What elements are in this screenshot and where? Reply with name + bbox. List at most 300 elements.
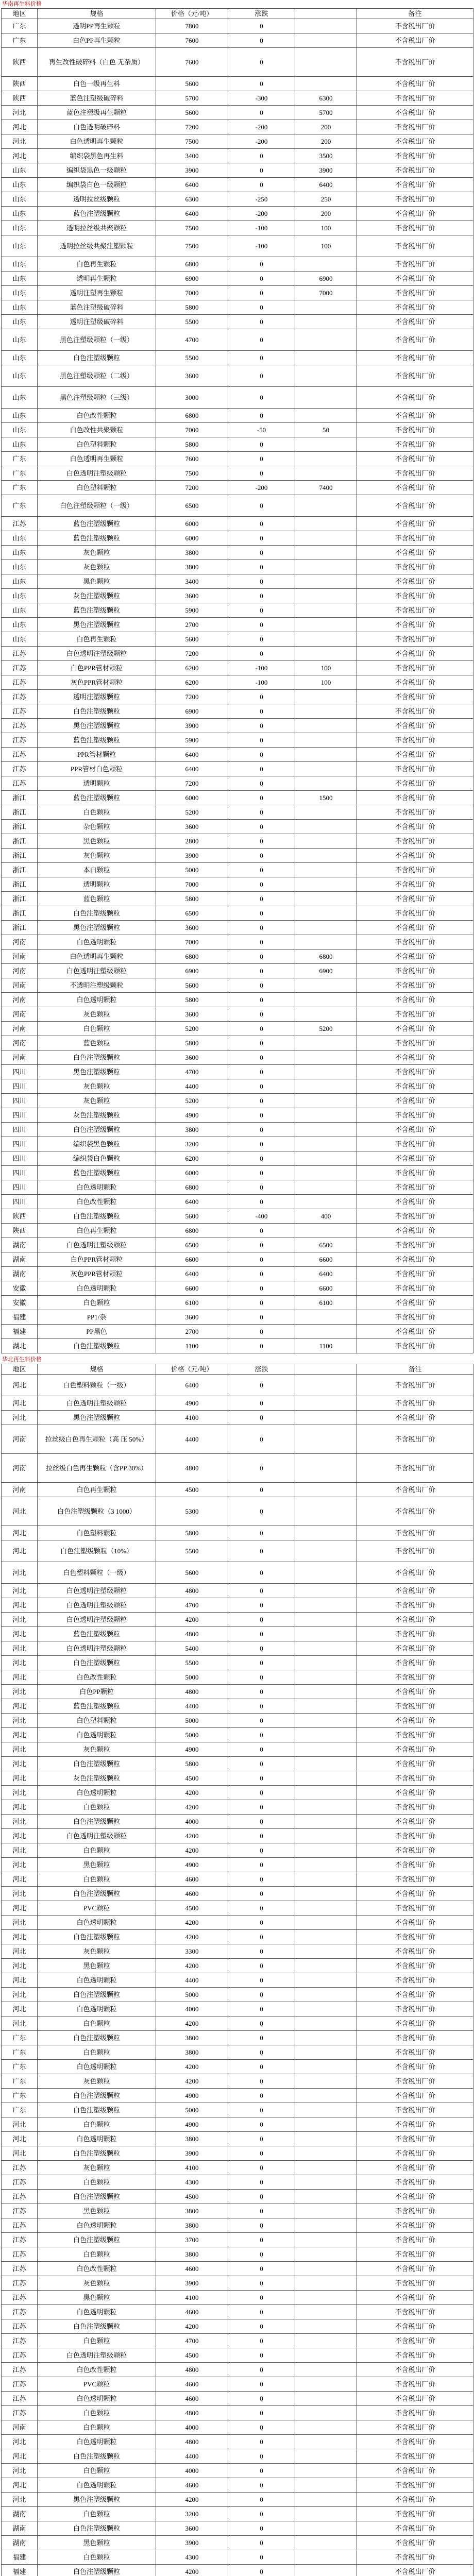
header-spec: 规格 (38, 9, 156, 19)
table-row (2, 91, 473, 106)
cell-extra (295, 1526, 357, 1540)
cell-note: 不含税出厂价 (357, 315, 473, 329)
cell-price: 5000 (156, 1714, 228, 1728)
cell-change: 0 (228, 632, 295, 647)
cell-change: 0 (228, 1786, 295, 1800)
cell-extra (295, 77, 357, 91)
cell-region: 山东 (2, 329, 38, 351)
table-row (2, 257, 473, 272)
cell-note: 不含税出厂价 (357, 1916, 473, 1930)
cell-change: 0 (228, 2493, 295, 2507)
header-price: 价格（元/吨） (156, 1364, 228, 1375)
cell-spec: 蓝色颗粒 (38, 892, 156, 906)
cell-price: 3400 (156, 149, 228, 163)
cell-price: 5500 (156, 315, 228, 329)
cell-region: 福建 (2, 1325, 38, 1339)
table-row (2, 517, 473, 531)
cell-extra (295, 33, 357, 48)
cell-change: 0 (228, 1094, 295, 1108)
cell-note: 不含税出厂价 (357, 964, 473, 978)
cell-change: 0 (228, 1988, 295, 2002)
cell-spec: 白色注塑级颗粒 (38, 1656, 156, 1670)
cell-spec: 白色注塑级颗粒 (38, 1050, 156, 1065)
table-row (2, 272, 473, 286)
cell-price: 4500 (156, 2348, 228, 2363)
cell-price: 3400 (156, 574, 228, 589)
table-row (2, 2103, 473, 2117)
cell-price: 5200 (156, 1094, 228, 1108)
cell-change: 0 (228, 1123, 295, 1137)
cell-note: 不含税出厂价 (357, 805, 473, 820)
cell-change: 0 (228, 1656, 295, 1670)
cell-spec: 黑色注塑级颗粒（二级） (38, 365, 156, 387)
cell-note: 不含税出厂价 (357, 1065, 473, 1079)
cell-price: 3300 (156, 1944, 228, 1959)
cell-extra (295, 329, 357, 351)
cell-region: 河北 (2, 120, 38, 134)
cell-region: 湖南 (2, 2507, 38, 2521)
cell-region: 江苏 (2, 704, 38, 719)
cell-spec: 白色注塑级颗粒 (38, 1757, 156, 1771)
cell-note: 不含税出厂价 (357, 2363, 473, 2377)
table-row (2, 19, 473, 33)
cell-price: 3600 (156, 921, 228, 935)
cell-spec: 蓝色注塑级颗粒 (38, 1699, 156, 1714)
cell-price: 4000 (156, 2420, 228, 2435)
cell-note: 不含税出厂价 (357, 1151, 473, 1166)
cell-extra (295, 1757, 357, 1771)
cell-extra (295, 733, 357, 748)
table-row (2, 1108, 473, 1123)
cell-region: 广东 (2, 2031, 38, 2045)
table-row (2, 1757, 473, 1771)
cell-change: 0 (228, 2031, 295, 2045)
cell-change: 0 (228, 437, 295, 452)
cell-price: 5000 (156, 1988, 228, 2002)
cell-extra (295, 1973, 357, 1988)
cell-change: 0 (228, 1310, 295, 1325)
cell-change: 0 (228, 387, 295, 409)
cell-note: 不含税出厂价 (357, 2132, 473, 2146)
cell-extra (295, 921, 357, 935)
cell-change: 0 (228, 163, 295, 178)
cell-change: 0 (228, 1843, 295, 1858)
cell-price: 6000 (156, 531, 228, 546)
cell-extra (295, 2002, 357, 2016)
cell-price: 4200 (156, 2016, 228, 2031)
cell-extra (295, 1036, 357, 1050)
header-region: 地区 (2, 9, 38, 19)
cell-price: 6400 (156, 178, 228, 192)
table-row (2, 300, 473, 315)
cell-spec: 灰色颗粒 (38, 1742, 156, 1757)
table-row (2, 2565, 473, 2576)
cell-spec: 白色注塑级颗粒 (38, 351, 156, 365)
cell-price: 3900 (156, 849, 228, 863)
cell-region: 山东 (2, 387, 38, 409)
cell-extra (295, 1742, 357, 1757)
cell-extra (295, 1483, 357, 1497)
cell-note: 不含税出厂价 (357, 1108, 473, 1123)
cell-price: 2700 (156, 618, 228, 632)
cell-extra (295, 495, 357, 517)
cell-region: 浙江 (2, 863, 38, 877)
cell-extra (295, 365, 357, 387)
cell-change: 0 (228, 149, 295, 163)
cell-spec: 白色透明颗粒 (38, 1916, 156, 1930)
cell-region: 陕西 (2, 1209, 38, 1224)
cell-extra (295, 1930, 357, 1944)
table-row (2, 1771, 473, 1786)
table-row (2, 1843, 473, 1858)
cell-extra (295, 589, 357, 603)
cell-price: 6200 (156, 661, 228, 675)
table-row (2, 2377, 473, 2392)
cell-spec: 白色颗粒 (38, 2016, 156, 2031)
cell-spec: 白色颗粒 (38, 1296, 156, 1310)
section1-body (2, 19, 473, 1353)
cell-region: 浙江 (2, 849, 38, 863)
cell-price: 3600 (156, 1310, 228, 1325)
cell-price: 4800 (156, 1685, 228, 1699)
cell-spec: 蓝色注塑级破碎料 (38, 91, 156, 106)
cell-extra (295, 2291, 357, 2305)
cell-extra (295, 2521, 357, 2536)
cell-region: 广东 (2, 2045, 38, 2060)
cell-price: 7800 (156, 19, 228, 33)
cell-spec: 透明再生颗粒 (38, 272, 156, 286)
cell-change: 0 (228, 1224, 295, 1238)
cell-region: 陕西 (2, 77, 38, 91)
cell-spec: 黑色注塑级颗粒 (38, 2493, 156, 2507)
cell-region: 福建 (2, 1310, 38, 1325)
cell-spec: PP黑色 (38, 1325, 156, 1339)
cell-note: 不含税出厂价 (357, 1497, 473, 1526)
cell-extra (295, 863, 357, 877)
cell-note: 不含税出厂价 (357, 1562, 473, 1584)
cell-price: 4500 (156, 1483, 228, 1497)
table-row (2, 2233, 473, 2247)
cell-note: 不含税出厂价 (357, 1310, 473, 1325)
cell-change: 0 (228, 791, 295, 805)
table-row (2, 921, 473, 935)
cell-region: 河北 (2, 1540, 38, 1562)
table-row (2, 1224, 473, 1238)
cell-change: 0 (228, 1526, 295, 1540)
cell-region: 河北 (2, 1699, 38, 1714)
cell-region: 江苏 (2, 2204, 38, 2218)
section1-table (1, 8, 473, 1353)
cell-extra (295, 776, 357, 791)
cell-region: 山东 (2, 632, 38, 647)
cell-spec: 黑色注塑级颗粒 (38, 1411, 156, 1425)
cell-note: 不含税出厂价 (357, 1613, 473, 1627)
cell-region: 河北 (2, 1959, 38, 1973)
cell-change: 0 (228, 2247, 295, 2262)
cell-price: 5800 (156, 300, 228, 315)
cell-note: 不含税出厂价 (357, 1396, 473, 1411)
cell-extra (295, 300, 357, 315)
table-row (2, 993, 473, 1007)
cell-spec: 白色透明再生颗粒 (38, 950, 156, 964)
cell-note: 不含税出厂价 (357, 1325, 473, 1339)
cell-extra (295, 2161, 357, 2175)
cell-price: 5600 (156, 1562, 228, 1584)
cell-note: 不含税出厂价 (357, 993, 473, 1007)
cell-price: 4100 (156, 2161, 228, 2175)
cell-change: 0 (228, 1325, 295, 1339)
table-row (2, 2204, 473, 2218)
cell-spec: 白色颗粒 (38, 1800, 156, 1815)
cell-change: 0 (228, 1714, 295, 1728)
cell-price: 4600 (156, 1887, 228, 1901)
cell-spec: 白色透明注塑级颗粒 (38, 964, 156, 978)
cell-extra (295, 1584, 357, 1598)
cell-extra (295, 1685, 357, 1699)
cell-change: -50 (228, 423, 295, 437)
cell-region: 河北 (2, 2464, 38, 2478)
cell-note: 不含税出厂价 (357, 2089, 473, 2103)
cell-extra (295, 834, 357, 849)
cell-spec: 白色塑料颗粒（一级） (38, 1562, 156, 1584)
cell-spec: 灰色颗粒 (38, 1007, 156, 1022)
cell-spec: 黑色注塑级颗粒（三级） (38, 387, 156, 409)
cell-note: 不含税出厂价 (357, 1872, 473, 1887)
cell-note: 不含税出厂价 (357, 1339, 473, 1353)
cell-spec: 再生改性破碎料（白色 无杂质） (38, 48, 156, 77)
cell-spec: 蓝色注塑级颗粒 (38, 791, 156, 805)
cell-price: 3600 (156, 1007, 228, 1022)
cell-note: 不含税出厂价 (357, 820, 473, 834)
cell-price: 5900 (156, 733, 228, 748)
cell-region: 河北 (2, 1562, 38, 1584)
cell-change: 0 (228, 2146, 295, 2161)
cell-price: 4200 (156, 2074, 228, 2089)
cell-spec: 透明颗粒 (38, 877, 156, 892)
cell-spec: 白色透明再生颗粒 (38, 134, 156, 149)
cell-price: 5000 (156, 1670, 228, 1685)
cell-price: 6300 (156, 192, 228, 207)
cell-spec: 白色塑料颗粒（一级） (38, 1375, 156, 1396)
table-row (2, 1742, 473, 1757)
cell-change: 0 (228, 2478, 295, 2493)
cell-spec: 灰色注塑级颗粒 (38, 1771, 156, 1786)
cell-note: 不含税出厂价 (357, 481, 473, 495)
cell-region: 江苏 (2, 2218, 38, 2233)
cell-price: 3200 (156, 2507, 228, 2521)
cell-change: 0 (228, 1627, 295, 1641)
cell-note: 不含税出厂价 (357, 2521, 473, 2536)
cell-extra: 6900 (295, 272, 357, 286)
cell-spec: 不透明注塑级颗粒 (38, 978, 156, 993)
cell-extra (295, 1858, 357, 1872)
cell-spec: 白色注塑级颗粒 (38, 2233, 156, 2247)
cell-change: 0 (228, 2117, 295, 2132)
cell-region: 山东 (2, 603, 38, 618)
cell-change: 0 (228, 495, 295, 517)
cell-change: 0 (228, 877, 295, 892)
cell-extra (295, 2233, 357, 2247)
cell-note: 不含税出厂价 (357, 603, 473, 618)
table-row (2, 2536, 473, 2550)
cell-region: 江苏 (2, 2392, 38, 2406)
cell-extra (295, 1325, 357, 1339)
cell-spec: 白色透明颗粒 (38, 1786, 156, 1800)
header-extra (295, 1364, 357, 1375)
cell-extra (295, 1627, 357, 1641)
cell-spec: 白色颗粒 (38, 2420, 156, 2435)
cell-change: 0 (228, 2175, 295, 2190)
cell-note: 不含税出厂价 (357, 2406, 473, 2420)
cell-spec: 白色再生颗粒 (38, 257, 156, 272)
cell-extra (295, 2146, 357, 2161)
table-row (2, 2060, 473, 2074)
cell-price: 4600 (156, 2305, 228, 2319)
cell-change: 0 (228, 106, 295, 120)
cell-note: 不含税出厂价 (357, 2305, 473, 2319)
cell-spec: 蓝色颗粒 (38, 1036, 156, 1050)
table-row (2, 1944, 473, 1959)
cell-price: 6900 (156, 964, 228, 978)
table-row (2, 1252, 473, 1267)
cell-change: 0 (228, 1872, 295, 1887)
cell-price: 6900 (156, 272, 228, 286)
cell-spec: 白色塑料颗粒 (38, 1714, 156, 1728)
cell-change: 0 (228, 2420, 295, 2435)
cell-region: 河北 (2, 2002, 38, 2016)
cell-region: 河北 (2, 2117, 38, 2132)
cell-spec: 白色透明破碎料 (38, 120, 156, 134)
cell-note: 不含税出厂价 (357, 1656, 473, 1670)
cell-extra (295, 877, 357, 892)
table-row (2, 1065, 473, 1079)
table-row (2, 1858, 473, 1872)
cell-spec: 白色透明注塑级颗粒 (38, 466, 156, 481)
cell-extra (295, 1656, 357, 1670)
cell-price: 4200 (156, 1959, 228, 1973)
cell-price: 5500 (156, 351, 228, 365)
cell-note: 不含税出厂价 (357, 791, 473, 805)
cell-extra (295, 19, 357, 33)
cell-change: 0 (228, 1396, 295, 1411)
cell-note: 不含税出厂价 (357, 365, 473, 387)
cell-spec: 白色颗粒 (38, 1843, 156, 1858)
cell-note: 不含税出厂价 (357, 776, 473, 791)
table-row (2, 1829, 473, 1843)
cell-extra (295, 2132, 357, 2146)
cell-extra: 400 (295, 1209, 357, 1224)
cell-note: 不含税出厂价 (357, 2536, 473, 2550)
cell-extra (295, 1180, 357, 1195)
cell-note: 不含税出厂价 (357, 286, 473, 300)
cell-region: 江苏 (2, 2305, 38, 2319)
cell-change: 0 (228, 351, 295, 365)
table-row (2, 120, 473, 134)
cell-price: 3800 (156, 1123, 228, 1137)
cell-spec: 白色一级再生料 (38, 77, 156, 91)
table-row (2, 2392, 473, 2406)
cell-region: 河南 (2, 935, 38, 950)
cell-extra (295, 1007, 357, 1022)
table-row (2, 906, 473, 921)
cell-region: 陕西 (2, 48, 38, 77)
cell-extra (295, 805, 357, 820)
cell-spec: 白色注塑级颗粒 (38, 1815, 156, 1829)
cell-change: 0 (228, 329, 295, 351)
cell-extra (295, 2074, 357, 2089)
cell-extra: 6500 (295, 1238, 357, 1252)
table-row (2, 589, 473, 603)
cell-spec: 透明PP再生颗粒 (38, 19, 156, 33)
cell-extra (295, 2319, 357, 2334)
cell-extra (295, 1123, 357, 1137)
cell-spec: 白色颗粒 (38, 1872, 156, 1887)
table-row (2, 2074, 473, 2089)
cell-extra (295, 257, 357, 272)
table-row (2, 1325, 473, 1339)
cell-region: 河北 (2, 1742, 38, 1757)
cell-spec: 拉丝级白色再生颗粒（高 压 50%） (38, 1425, 156, 1454)
cell-change: 0 (228, 892, 295, 906)
cell-spec: 拉丝级白色再生颗粒（含PP 30%） (38, 1454, 156, 1483)
cell-extra (295, 1195, 357, 1209)
cell-note: 不含税出厂价 (357, 1022, 473, 1036)
cell-spec: 白色改性颗粒 (38, 1670, 156, 1685)
cell-spec: 白色颗粒 (38, 2045, 156, 2060)
cell-price: 6400 (156, 207, 228, 221)
table-row (2, 1916, 473, 1930)
table-row (2, 1209, 473, 1224)
cell-price: 5000 (156, 863, 228, 877)
cell-spec: 白色颗粒 (38, 2175, 156, 2190)
cell-region: 河北 (2, 1757, 38, 1771)
cell-extra (295, 1728, 357, 1742)
cell-region: 山东 (2, 574, 38, 589)
cell-spec: 白色颗粒 (38, 2406, 156, 2420)
table-row (2, 1007, 473, 1022)
cell-region: 河北 (2, 1670, 38, 1685)
cell-extra (295, 1829, 357, 1843)
cell-region: 四川 (2, 1094, 38, 1108)
cell-region: 河南 (2, 1454, 38, 1483)
cell-region: 福建 (2, 2550, 38, 2565)
cell-price: 6400 (156, 1267, 228, 1281)
cell-spec: 蓝色注塑级颗粒 (38, 733, 156, 748)
cell-spec: 透明注塑级破碎料 (38, 315, 156, 329)
cell-price: 5800 (156, 993, 228, 1007)
cell-change: 0 (228, 2435, 295, 2449)
cell-extra (295, 351, 357, 365)
cell-note: 不含税出厂价 (357, 1843, 473, 1858)
cell-extra (295, 1800, 357, 1815)
cell-region: 湖南 (2, 1252, 38, 1267)
cell-extra (295, 1916, 357, 1930)
cell-spec: 透明注塑再生颗粒 (38, 286, 156, 300)
cell-region: 浙江 (2, 921, 38, 935)
cell-change: 0 (228, 2002, 295, 2016)
cell-extra: 6800 (295, 950, 357, 964)
cell-price: 4000 (156, 2002, 228, 2016)
cell-note: 不含税出厂价 (357, 1959, 473, 1973)
cell-spec: 白色塑料颗粒 (38, 1526, 156, 1540)
cell-change: 0 (228, 1613, 295, 1627)
cell-spec: 白色注塑级颗粒（10%） (38, 1540, 156, 1562)
cell-spec: 灰色颗粒 (38, 1944, 156, 1959)
cell-spec: 白色注塑级颗粒 (38, 2103, 156, 2117)
cell-extra (295, 993, 357, 1007)
cell-extra (295, 1815, 357, 1829)
cell-change: 0 (228, 1771, 295, 1786)
